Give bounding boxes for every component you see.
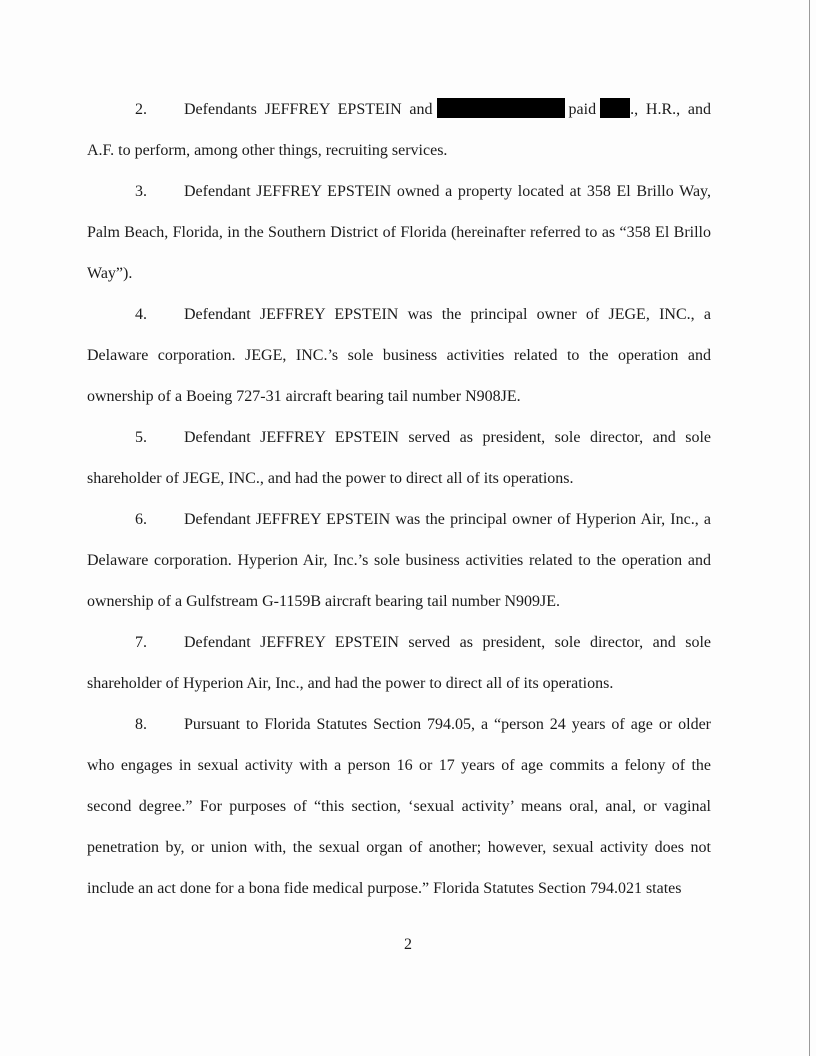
page-edge-line — [809, 0, 810, 1056]
paragraph-number: 2. — [135, 101, 147, 118]
paragraph-text: ., H.R., and A.F. to perform, among other things, recruiting services. — [87, 101, 712, 159]
paragraph-text: Defendant JEFFREY EPSTEIN was the principal owner of Hyperion Air, Inc., a Delaware corporation. Hyperion Air, Inc.’s sole business activities related to the operation and ownership of a Gulfstream G-1159B aircraft bearing tail number N909JE. — [87, 511, 711, 610]
paragraph-number: 4. — [135, 306, 147, 323]
paragraph-4 — [87, 294, 711, 417]
paragraph-6 — [87, 499, 711, 622]
page-number: 2 — [404, 936, 412, 953]
paragraph-number: 8. — [135, 716, 147, 733]
paragraph-text: Defendant JEFFREY EPSTEIN owned a property located at 358 El Brillo Way, Palm Beach, Florida, in the Southern District of Florida (hereinafter referred to as “358 El Brillo Way”). — [87, 183, 711, 282]
paragraph-3 — [87, 171, 711, 294]
redaction-block — [600, 98, 630, 118]
paragraph-text: Defendant JEFFREY EPSTEIN was the principal owner of JEGE, INC., a Delaware corporation. JEGE, INC.’s sole business activities related to the operation and ownership of a Boeing 727-31 aircraft bearing tail number N908JE. — [87, 306, 711, 405]
paragraph-number: 3. — [135, 183, 147, 200]
paragraph-number: 6. — [135, 511, 147, 528]
paragraph-text: Defendant JEFFREY EPSTEIN served as president, sole director, and sole shareholder of JEGE, INC., and had the power to direct all of its operations. — [87, 429, 711, 487]
paragraph-text: Defendant JEFFREY EPSTEIN served as president, sole director, and sole shareholder of Hyperion Air, Inc., and had the power to direct all of its operations. — [87, 634, 711, 692]
paragraph-number: 7. — [135, 634, 147, 651]
paragraph-8 — [87, 704, 711, 909]
paragraph-7 — [87, 622, 711, 704]
paragraph-text: Defendants JEFFREY EPSTEIN and — [184, 101, 433, 118]
paragraph-text: Pursuant to Florida Statutes Section 794.05, a “person 24 years of age or older who engages in sexual activity with a person 16 or 17 years of age commits a felony of the second degree.” For purposes of “this section, ‘sexual activity’ means oral, anal, or vaginal penetration by, or union with, the sexual organ of another; however, sexual activity does not include an act done for a bona fide medical purpose.” Florida Statutes Section 794.021 states — [87, 716, 711, 897]
paragraph-2 — [87, 89, 711, 171]
paragraph-text: paid — [568, 101, 597, 118]
paragraph-number: 5. — [135, 429, 147, 446]
redaction-block — [437, 98, 565, 118]
paragraph-5 — [87, 417, 711, 499]
